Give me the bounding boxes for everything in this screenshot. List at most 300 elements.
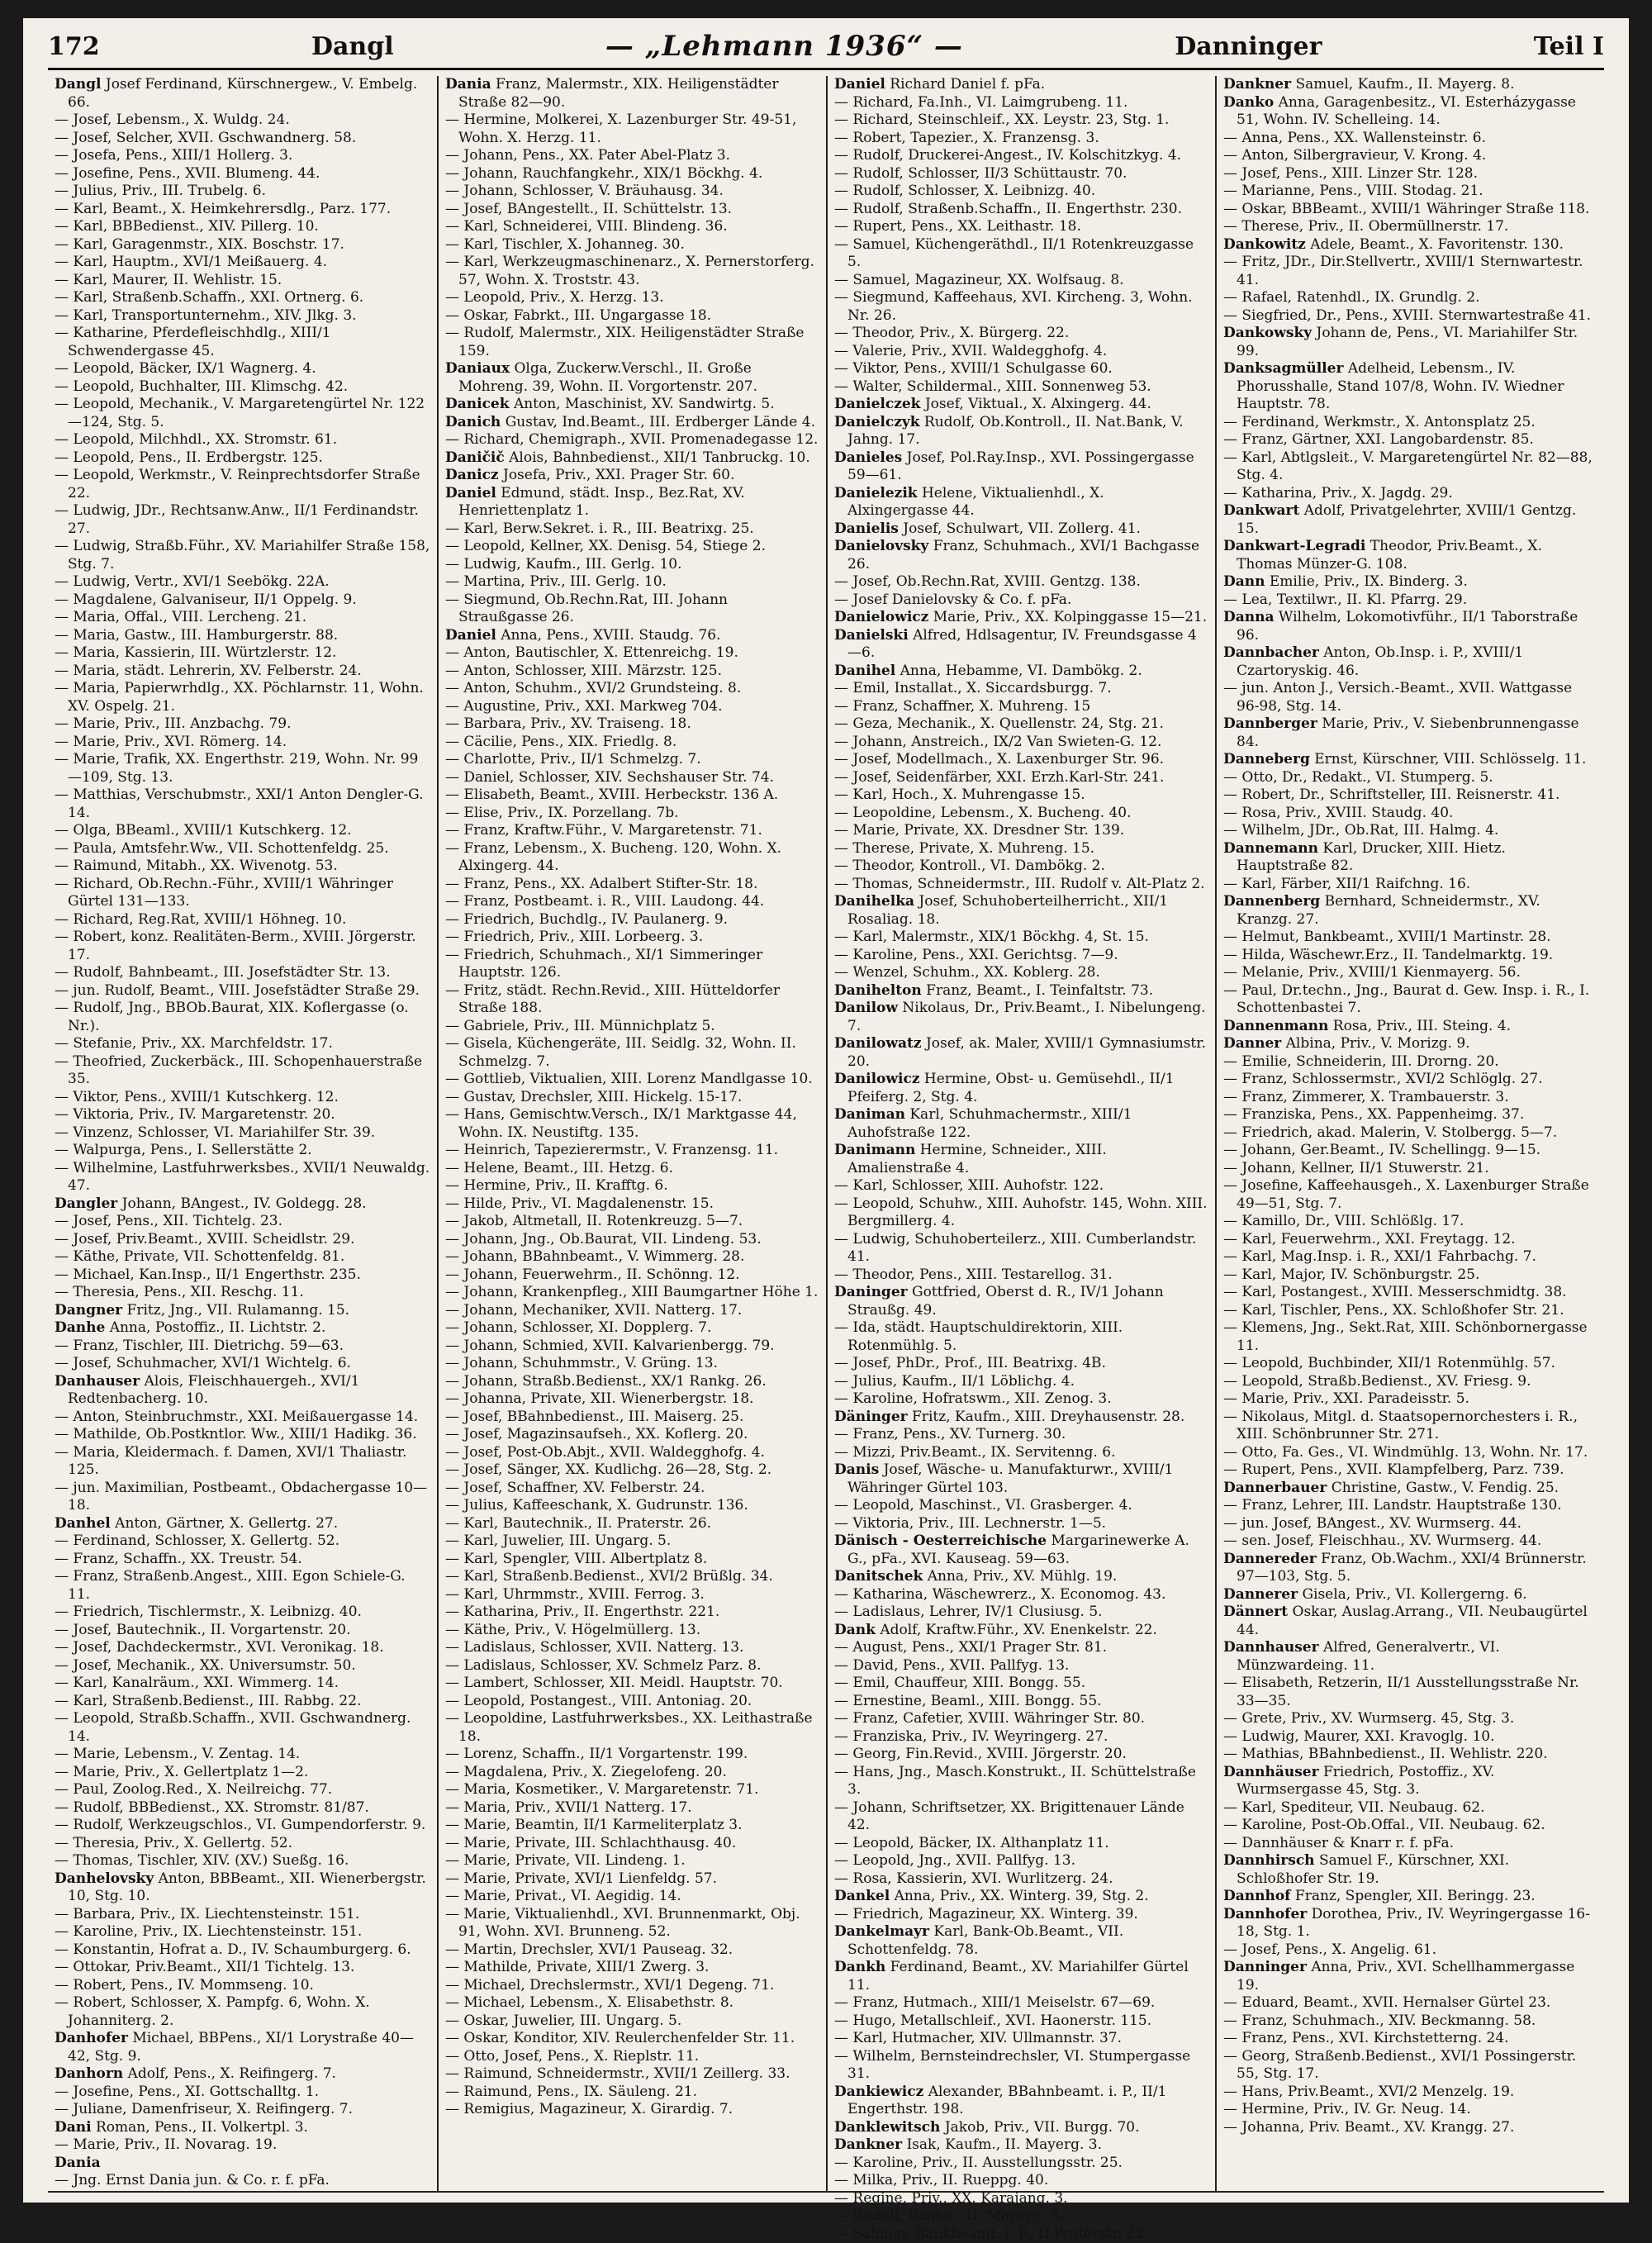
directory-entry [1223,1373,1597,1391]
directory-entry [55,964,430,982]
directory-entry [55,2084,430,2102]
directory-entry [445,218,819,236]
entry-text: — Franz, Schuhmach., XIV. Beckmanng. 58. [1223,2013,1536,2029]
directory-entry [1223,769,1597,787]
directory-entry [55,1124,430,1143]
entry-text: — Karl, Transportunternehm., XIV. Jlkg. 3. [55,307,357,324]
entry-text: — Josef, Modellmach., X. Laxenburger Str. 96. [834,751,1164,767]
entry-text: Karl, Schuhmachermstr., XIII/1 Auhofstraße 122. [847,1106,1132,1141]
entry-text: Anna, Priv., XX. Winterg. 39, Stg. 2. [895,1888,1149,1904]
entry-surname: Dankh [834,1959,885,1975]
directory-entry [1223,1018,1597,1036]
directory-entry [834,2119,1208,2137]
entry-text: — Rudolf, Malermstr., XIX. Heiligenstädter Straße 159. [445,325,804,359]
directory-entry [55,1266,430,1285]
entry-text: — Ludwig, Straßb.Führ., XV. Mariahilfer Straße 158, Stg. 7. [55,538,430,573]
entry-text: — Leopoldine, Lastfuhrwerksbes., XX. Leithastraße 18. [445,1710,813,1745]
entry-text: Franz, Spengler, XII. Beringg. 23. [1295,1888,1536,1904]
directory-entry [445,1213,819,1231]
entry-text: Edmund, städt. Insp., Bez.Rat, XV. Henriettenplatz 1. [458,485,745,520]
directory-entry [834,1906,1208,1924]
entry-text: — Josef, Schaffner, XV. Felberstr. 24. [445,1480,705,1496]
directory-entry [55,272,430,290]
directory-entry [834,218,1208,236]
directory-entry [834,2207,1208,2226]
directory-entry [445,431,819,449]
entry-text: — Lambert, Schlosser, XII. Meidl. Hauptstr. 70. [445,1675,783,1691]
entry-text: — Josefine, Kaffeehausgeh., X. Laxenburger Straße 49—51, Stg. 7. [1223,1177,1589,1212]
directory-entry [55,1764,430,1782]
directory-entry [55,1444,430,1480]
entry-surname: Danihel [834,663,895,679]
directory-entry [834,2172,1208,2190]
directory-entry [445,414,819,432]
entry-text: — Leopold, Priv., X. Herzg. 13. [445,289,664,306]
directory-entry [55,360,430,378]
entry-text: — Maria, Priv., XVII/1 Natterg. 17. [445,1799,692,1816]
entry-surname: Dannhofer [1223,1906,1307,1922]
entry-text: — Hans, Gemischtw.Versch., IX/1 Marktgasse 44, Wohn. IX. Neustiftg. 135. [445,1106,797,1141]
entry-text: — Marie, Beamtin, II/1 Karmeliterplatz 3. [445,1817,743,1833]
entry-text: — Karl, Bautechnik., II. Praterstr. 26. [445,1515,711,1532]
entry-text: — Josef, Dachdeckermstr., XVI. Veronikag. 18. [55,1639,384,1656]
directory-entry [1223,751,1597,769]
directory-entry [445,1160,819,1178]
entry-text: Adolf, Pens., X. Reifingerg. 7. [128,2065,336,2082]
directory-entry [445,734,819,752]
entry-surname: Dannerer [1223,1586,1298,1603]
entry-text: — jun. Maximilian, Postbeamt., Obdachergasse 10—18. [55,1480,427,1514]
entry-text: Oskar, Auslag.Arrang., VII. Neubaugürtel 44. [1237,1604,1588,1638]
entry-surname: Danklewitsch [834,2119,940,2136]
entry-surname: Daniman [834,1106,905,1123]
directory-entry [445,1409,819,1427]
directory-entry [55,2172,430,2190]
entry-text: Emilie, Priv., IX. Binderg. 3. [1270,573,1468,590]
directory-entry [1223,2101,1597,2119]
entry-text: — Oskar, BBBeamt., XVIII/1 Währinger Straße 118. [1223,201,1589,217]
directory-entry [834,734,1208,752]
entry-text: — Therese, Priv., II. Obermüllnerstr. 17. [1223,218,1508,235]
directory-entry [1223,1284,1597,1302]
entry-text: — Johann, Mechaniker, XVII. Natterg. 17. [445,1302,742,1319]
entry-surname: Danilowatz [834,1035,922,1052]
entry-surname: Dania [445,76,491,93]
directory-entry [1223,1675,1597,1710]
directory-entry [55,1409,430,1427]
entry-text: — Klemens, Jng., Sekt.Rat, XIII. Schönbornergasse 11. [1223,1319,1588,1354]
entry-surname: Danihelton [834,982,922,999]
directory-entry [1223,1604,1597,1639]
entry-text: — Elise, Priv., IX. Porzellang. 7b. [445,805,679,821]
directory-entry [834,1764,1208,1799]
entry-surname: Dankiewicz [834,2084,923,2100]
entry-text: — Wenzel, Schuhm., XX. Koblerg. 28. [834,964,1100,981]
entry-text: — Siegmund, Kaffeehaus, XVI. Kircheng. 3, Wohn. Nr. 26. [834,289,1193,324]
directory-entry [834,449,1208,485]
entry-surname: Dankowsky [1223,325,1312,341]
entry-text: — jun. Rudolf, Beamt., VIII. Josefstädter Straße 29. [55,982,420,999]
directory-entry [834,236,1208,272]
directory-entry [55,982,430,1000]
directory-entry [1223,1710,1597,1728]
entry-surname: Danimann [834,1142,915,1158]
directory-entry [1223,715,1597,751]
entry-text: — Elisabeth, Retzerin, II/1 Ausstellungsstraße Nr. 33—35. [1223,1675,1579,1709]
directory-entry [55,1817,430,1835]
directory-entry [1223,592,1597,610]
entry-text: — Franz, Cafetier, XVIII. Währinger Str. 80. [834,1710,1145,1727]
entry-text: — Valerie, Priv., XVII. Waldegghofg. 4. [834,343,1107,359]
entry-text: — Viktoria, Priv., IV. Margaretenstr. 20. [55,1106,335,1123]
entry-text: — Leopold, Mechanik., V. Margaretengürtel Nr. 122—124, Stg. 5. [55,396,425,430]
directory-entry [834,573,1208,592]
directory-entry [1223,1266,1597,1285]
entry-surname: Danielski [834,627,909,644]
directory-entry [55,201,430,219]
entry-text: — Ludwig, Kaufm., III. Gerlg. 10. [445,556,682,573]
directory-entry [1223,1959,1597,1994]
entry-text: Fritz, Kaufm., XIII. Dreyhausenstr. 28. [912,1409,1184,1425]
directory-entry [55,663,430,681]
entry-text: — Michael, Kan.Insp., II/1 Engerthstr. 235. [55,1266,361,1283]
directory-entry [1223,822,1597,840]
entry-text: — Karoline, Priv., IX. Liechtensteinstr. 151. [55,1923,362,1940]
directory-entry [55,1338,430,1356]
entry-text: — Barbara, Priv., XV. Traiseng. 18. [445,715,691,732]
directory-entry [55,165,430,183]
entry-surname: Dangler [55,1195,117,1212]
directory-entry [55,1248,430,1266]
entry-surname: Dannhirsch [1223,1852,1315,1869]
directory-entry [834,751,1208,769]
column-1 [48,76,437,2191]
entry-text: — Johann, Straßb.Bedienst., XX/1 Rankg. 26. [445,1373,767,1390]
directory-entry [834,1373,1208,1391]
entry-surname: Danhe [55,1319,105,1336]
directory-entry [445,929,819,947]
entry-text: — Franz, Hutmach., XIII/1 Meiselstr. 67—69. [834,1994,1155,2011]
entry-surname: Dangl [55,76,101,93]
entry-text: Anna, Priv., XVI. Schellhammergasse 19. [1237,1959,1574,1994]
entry-text: Franz, Beamt., I. Teinfaltstr. 73. [926,982,1153,999]
entry-surname: Dankner [1223,76,1291,93]
entry-text: Anton, Maschinist, XV. Sandwirtg. 5. [514,396,775,412]
directory-entry [445,1568,819,1586]
entry-text: — Paula, Amtsfehr.Ww., VII. Schottenfeldg. 25. [55,840,389,857]
entry-text: — Marie, Lebensm., V. Zentag. 14. [55,1746,300,1762]
entry-text: — Franz, Tischler, III. Dietrichg. 59—63. [55,1338,344,1354]
entry-text: — Leopold, Postangest., VIII. Antoniag. 20. [445,1693,752,1709]
entry-surname: Daniel [834,76,885,93]
directory-entry [445,1551,819,1569]
entry-text: — Rudolf, Schlosser, II/3 Schüttaustr. 70. [834,165,1127,182]
column-4 [1215,76,1604,2191]
directory-entry [1223,1444,1597,1462]
entry-text: — Karoline, Hofratswm., XII. Zenog. 3. [834,1390,1112,1407]
entry-text: — Katharina, Priv., X. Jagdg. 29. [1223,485,1453,501]
entry-text: — Ludwig, Maurer, XXI. Kravoglg. 10. [1223,1728,1495,1745]
directory-entry [445,1994,819,2013]
entry-text: — Ladislaus, Schlosser, XVII. Natterg. 13. [445,1639,744,1656]
directory-entry [834,1533,1208,1568]
right-keyword: Danninger [1175,32,1322,61]
entry-text: Theodor, Priv.Beamt., X. Thomas Münzer-G. 108. [1237,538,1542,573]
entry-text: — Theodor, Pens., XIII. Testarellog. 31. [834,1266,1113,1283]
entry-text: — Leopold, Straßb.Schaffn., XVII. Gschwandnerg. 14. [55,1710,411,1745]
directory-entry [55,1639,430,1657]
entry-text: — Josef, Pens., XIII. Linzer Str. 128. [1223,165,1478,182]
entry-text: — Mizzi, Priv.Beamt., IX. Servitenng. 6. [834,1444,1115,1461]
entry-text: Isak, Kaufm., II. Mayerg. 3. [906,2136,1102,2153]
directory-entry [445,467,819,485]
entry-text: — Regine, Priv., XX. Karajang. 3. [834,2190,1068,2207]
entry-text: — Leopold, Bäcker, IX. Althanplatz 11. [834,1835,1109,1851]
directory-entry [1223,254,1597,289]
entry-text: — Samuel, Magazineur, XX. Wolfsaug. 8. [834,272,1124,288]
directory-entry [445,485,819,520]
entry-text: — Leopold, Pens., II. Erdbergstr. 125. [55,449,323,466]
directory-entry [1223,1089,1597,1107]
entry-text: Bernhard, Schneidermstr., XV. Kranzg. 27. [1237,893,1540,928]
entry-text: Josef, Wäsche- u. Manufakturwr., XVIII/1 Währinger Gürtel 103. [847,1461,1173,1496]
entry-surname: Danilow [834,1000,898,1016]
entry-text: Olga, Zuckerw.Verschl., II. Große Mohreng. 39, Wohn. II. Vorgortenstr. 207. [458,360,757,395]
entry-surname: Daniel [445,627,496,644]
entry-text: — Karl, Straßenb.Schaffn., XXI. Ortnerg. 6. [55,289,363,306]
column-2 [437,76,826,2191]
directory-entry [55,680,430,715]
directory-entry [445,876,819,894]
entry-text: — Viktor, Pens., XVIII/1 Schulgasse 60. [834,360,1113,377]
entry-text: — August, Pens., XXI/1 Prager Str. 81. [834,1639,1107,1656]
directory-entry [834,1959,1208,1994]
directory-entry [834,609,1208,627]
entry-surname: Danielezik [834,485,918,501]
directory-entry [834,627,1208,663]
directory-entry [1223,360,1597,414]
directory-entry [55,1089,430,1107]
directory-entry [445,165,819,183]
directory-entry [1223,1746,1597,1764]
entry-text: — Rupert, Pens., XVII. Klampfelberg, Parz. 739. [1223,1461,1564,1478]
directory-entry [445,1480,819,1498]
directory-entry [834,1195,1208,1231]
entry-surname: Daničič [445,449,505,466]
entry-surname: Danis [834,1461,879,1478]
entry-text: — Karl, Hauptm., XVI/1 Meißauerg. 4. [55,254,327,270]
directory-entry [55,715,430,734]
entry-text: — Rudolf, BBBedienst., XX. Stromstr. 81/87. [55,1799,369,1816]
directory-entry [834,2155,1208,2173]
entry-text: — Franz, Lehrer, III. Landstr. Hauptstraße 130. [1223,1497,1562,1514]
directory-entry [445,663,819,681]
directory-entry [1223,1994,1597,2013]
entry-text: Rudolf, Ob.Kontroll., II. Nat.Bank, V. Jahng. 17. [847,414,1184,449]
entry-surname: Danielczek [834,396,920,412]
directory-entry [55,1977,430,1995]
directory-entry [1223,947,1597,965]
entry-text: — Josef, Bautechnik., II. Vorgartenstr. 20. [55,1622,351,1638]
directory-entry [55,1959,430,1977]
directory-entry [1223,964,1597,982]
entry-text: — Karl, Juwelier, III. Ungarg. 5. [445,1533,671,1549]
directory-entry [55,449,430,468]
directory-entry [445,1248,819,1266]
directory-entry [1223,1231,1597,1249]
entry-surname: Danhel [55,1515,111,1532]
entry-surname: Danielovsky [834,538,928,554]
entry-text: — Wilhelm, Bernsteindrechsler, VI. Stumpergasse 31. [834,2048,1190,2083]
directory-entry [445,1675,819,1693]
directory-entry [834,2013,1208,2031]
directory-entry [55,2030,430,2065]
directory-entry [445,680,819,698]
entry-text: — Karl, Straßenb.Bedienst., XVI/2 Brüßlg. 34. [445,1568,773,1585]
directory-entry [445,1319,819,1338]
entry-text: — Josef, Lebensm., X. Wuldg. 24. [55,112,290,128]
directory-entry [55,1551,430,1569]
directory-entry [834,840,1208,858]
entry-text: Anton, Gärtner, X. Gellertg. 27. [115,1515,338,1532]
entry-text: — Martin, Drechsler, XVI/1 Pauseag. 32. [445,1941,733,1958]
entry-text: — Karoline, Post-Ob.Offal., VII. Neubaug. 62. [1223,1817,1545,1833]
directory-entry [834,1177,1208,1195]
entry-text: — Josef, Selcher, XVII. Gschwandnerg. 58. [55,130,356,146]
directory-entry [55,431,430,449]
directory-entry [55,183,430,201]
entry-text: — Maria, Offal., VIII. Lercheng. 21. [55,609,306,625]
directory-entry [834,1994,1208,2013]
entry-text: — Marie, Viktualienhdl., XVI. Brunnenmarkt, Obj. 91, Wohn. XVI. Brunneng. 52. [445,1906,800,1941]
entry-text: — Julius, Kaufm., II/1 Löblichg. 4. [834,1373,1075,1390]
directory-entry [834,1657,1208,1675]
directory-entry [834,360,1208,378]
directory-entry [834,76,1208,94]
directory-entry [1223,1319,1597,1355]
entry-text: — Robert, Dr., Schriftsteller, III. Reisnerstr. 41. [1223,786,1559,803]
entry-text: Friedrich, Postoffiz., XV. Wurmsergasse 45, Stg. 3. [1237,1764,1494,1799]
directory-entry [445,360,819,396]
directory-entry [445,1338,819,1356]
entry-text: — Franziska, Priv., IV. Weyringerg. 27. [834,1728,1108,1745]
directory-entry [55,76,430,112]
directory-entry [445,1231,819,1249]
directory-entry [834,893,1208,929]
entry-text: — Hans, Jng., Masch.Konstrukt., II. Schüttelstraße 3. [834,1764,1196,1799]
entry-text: — Friedrich, Tischlermstr., X. Leibnizg. 40. [55,1604,362,1620]
directory-entry [834,325,1208,343]
directory-entry [1223,236,1597,254]
entry-text: — Richard, Ob.Rechn.-Führ., XVIII/1 Währinger Gürtel 131—133. [55,876,393,910]
entry-surname: Danhorn [55,2065,123,2082]
directory-entry [834,1799,1208,1835]
entry-text: — Franz, Kraftw.Führ., V. Margaretenstr. 71. [445,822,762,839]
entry-surname: Dankel [834,1888,890,1904]
entry-surname: Dankner [834,2136,902,2153]
directory-entry [834,343,1208,361]
entry-text: — Theofried, Zuckerbäck., III. Schopenhauerstraße 35. [55,1053,422,1088]
entry-text: — Franz, Pens., XX. Adalbert Stifter-Str. 18. [445,876,757,892]
directory-entry [834,1568,1208,1586]
columns [48,76,1604,2191]
entry-text: Anna, Priv., XV. Mühlg. 19. [928,1568,1118,1585]
entry-text: — Emilie, Schneiderin, III. Drorng. 20. [1223,1053,1499,1070]
entry-text: Jakob, Priv., VII. Burgg. 70. [945,2119,1140,2136]
entry-text: — Rupert, Pens., XX. Leithastr. 18. [834,218,1081,235]
directory-entry [55,1675,430,1693]
entry-text: — Johann, Schlosser, XI. Dopplerg. 7. [445,1319,711,1336]
entry-text: — Theresia, Pens., XII. Reschg. 11. [55,1284,304,1300]
directory-entry [55,1870,430,1906]
directory-entry [55,734,430,752]
directory-entry [834,201,1208,219]
directory-entry [1223,1835,1597,1853]
directory-entry [1223,218,1597,236]
entry-text: — Josef, Pens., X. Angelig. 61. [1223,1941,1436,1958]
directory-entry [834,1835,1208,1853]
entry-text: — Johann, Jng., Ob.Baurat, VII. Lindeng. 53. [445,1231,762,1247]
entry-text: — Otto, Dr., Redakt., VI. Stumperg. 5. [1223,769,1493,786]
entry-text: Anna, Postoffiz., II. Lichtstr. 2. [110,1319,326,1336]
section-label: Teil I [1534,32,1604,61]
directory-entry [445,1604,819,1622]
entry-text: — Ferdinand, Schlosser, X. Gellertg. 52. [55,1533,339,1549]
directory-entry [1223,1941,1597,1960]
entry-text: — Theresia, Priv., X. Gellertg. 52. [55,1835,292,1851]
directory-entry [1223,1639,1597,1675]
entry-text: — Maria, Kassierin, III. Würtzlerstr. 12. [55,644,336,661]
entry-surname: Daniaux [445,360,510,377]
entry-text: — David, Pens., XVII. Pallfyg. 13. [834,1657,1069,1674]
directory-entry [1223,2048,1597,2084]
entry-text: — Karl, Mag.Insp. i. R., XXI/1 Fahrbachg. 7. [1223,1248,1536,1265]
entry-text: — Siegfried, Dr., Pens., XVIII. Sternwartestraße 41. [1223,307,1591,324]
directory-entry [55,1106,430,1124]
running-title: — „Lehmann 1936“ — [605,30,963,63]
directory-entry [445,2101,819,2119]
entry-text: — Friedrich, Priv., XIII. Lorbeerg. 3. [445,929,703,945]
directory-entry [834,1693,1208,1711]
entry-text: Michael, BBPens., XI/1 Lorystraße 40—42, Stg. 9. [68,2030,414,2065]
entry-text: — Magdalena, Priv., X. Ziegelofeng. 20. [445,1764,727,1780]
directory-entry [1223,1071,1597,1089]
entry-text: — jun. Josef, BAngest., XV. Wurmserg. 44. [1223,1515,1521,1532]
entry-text: Christine, Gastw., V. Fendig. 25. [1332,1480,1559,1496]
entry-text: — Johann, Rauchfangkehr., XIX/1 Böckhg. 4. [445,165,762,182]
entry-text: Anna, Garagenbesitz., VI. Esterházygasse 51, Wohn. IV. Schelleing. 14. [1237,94,1576,129]
directory-entry [1223,1551,1597,1586]
entry-text: — Barbara, Priv., IX. Liechtensteinstr. 151. [55,1906,359,1922]
entry-text: — Marie, Priv., XXI. Paradeisstr. 5. [1223,1390,1469,1407]
entry-text: — Rudolf, Jng., BBOb.Baurat, XIX. Koflergasse (o. Nr.). [55,1000,409,1034]
entry-surname: Dannenberg [1223,893,1320,910]
directory-entry [445,751,819,769]
entry-text: — Michael, Lebensm., X. Elisabethstr. 8. [445,1994,733,2011]
entry-surname: Dänisch - Oesterreichische [834,1533,1047,1549]
directory-entry [445,289,819,307]
entry-text: — Oskar, Juwelier, III. Ungarg. 5. [445,2013,681,2029]
entry-text: — Martina, Priv., III. Gerlg. 10. [445,573,667,590]
directory-entry [1223,982,1597,1018]
entry-text: — Marie, Private, VII. Lindeng. 1. [445,1852,686,1869]
directory-entry [55,1035,430,1053]
entry-text: — Franz, Schaffner, X. Muhreng. 15 [834,698,1090,715]
directory-entry [445,1142,819,1160]
directory-entry [445,307,819,326]
directory-entry [834,112,1208,130]
directory-entry [445,715,819,734]
